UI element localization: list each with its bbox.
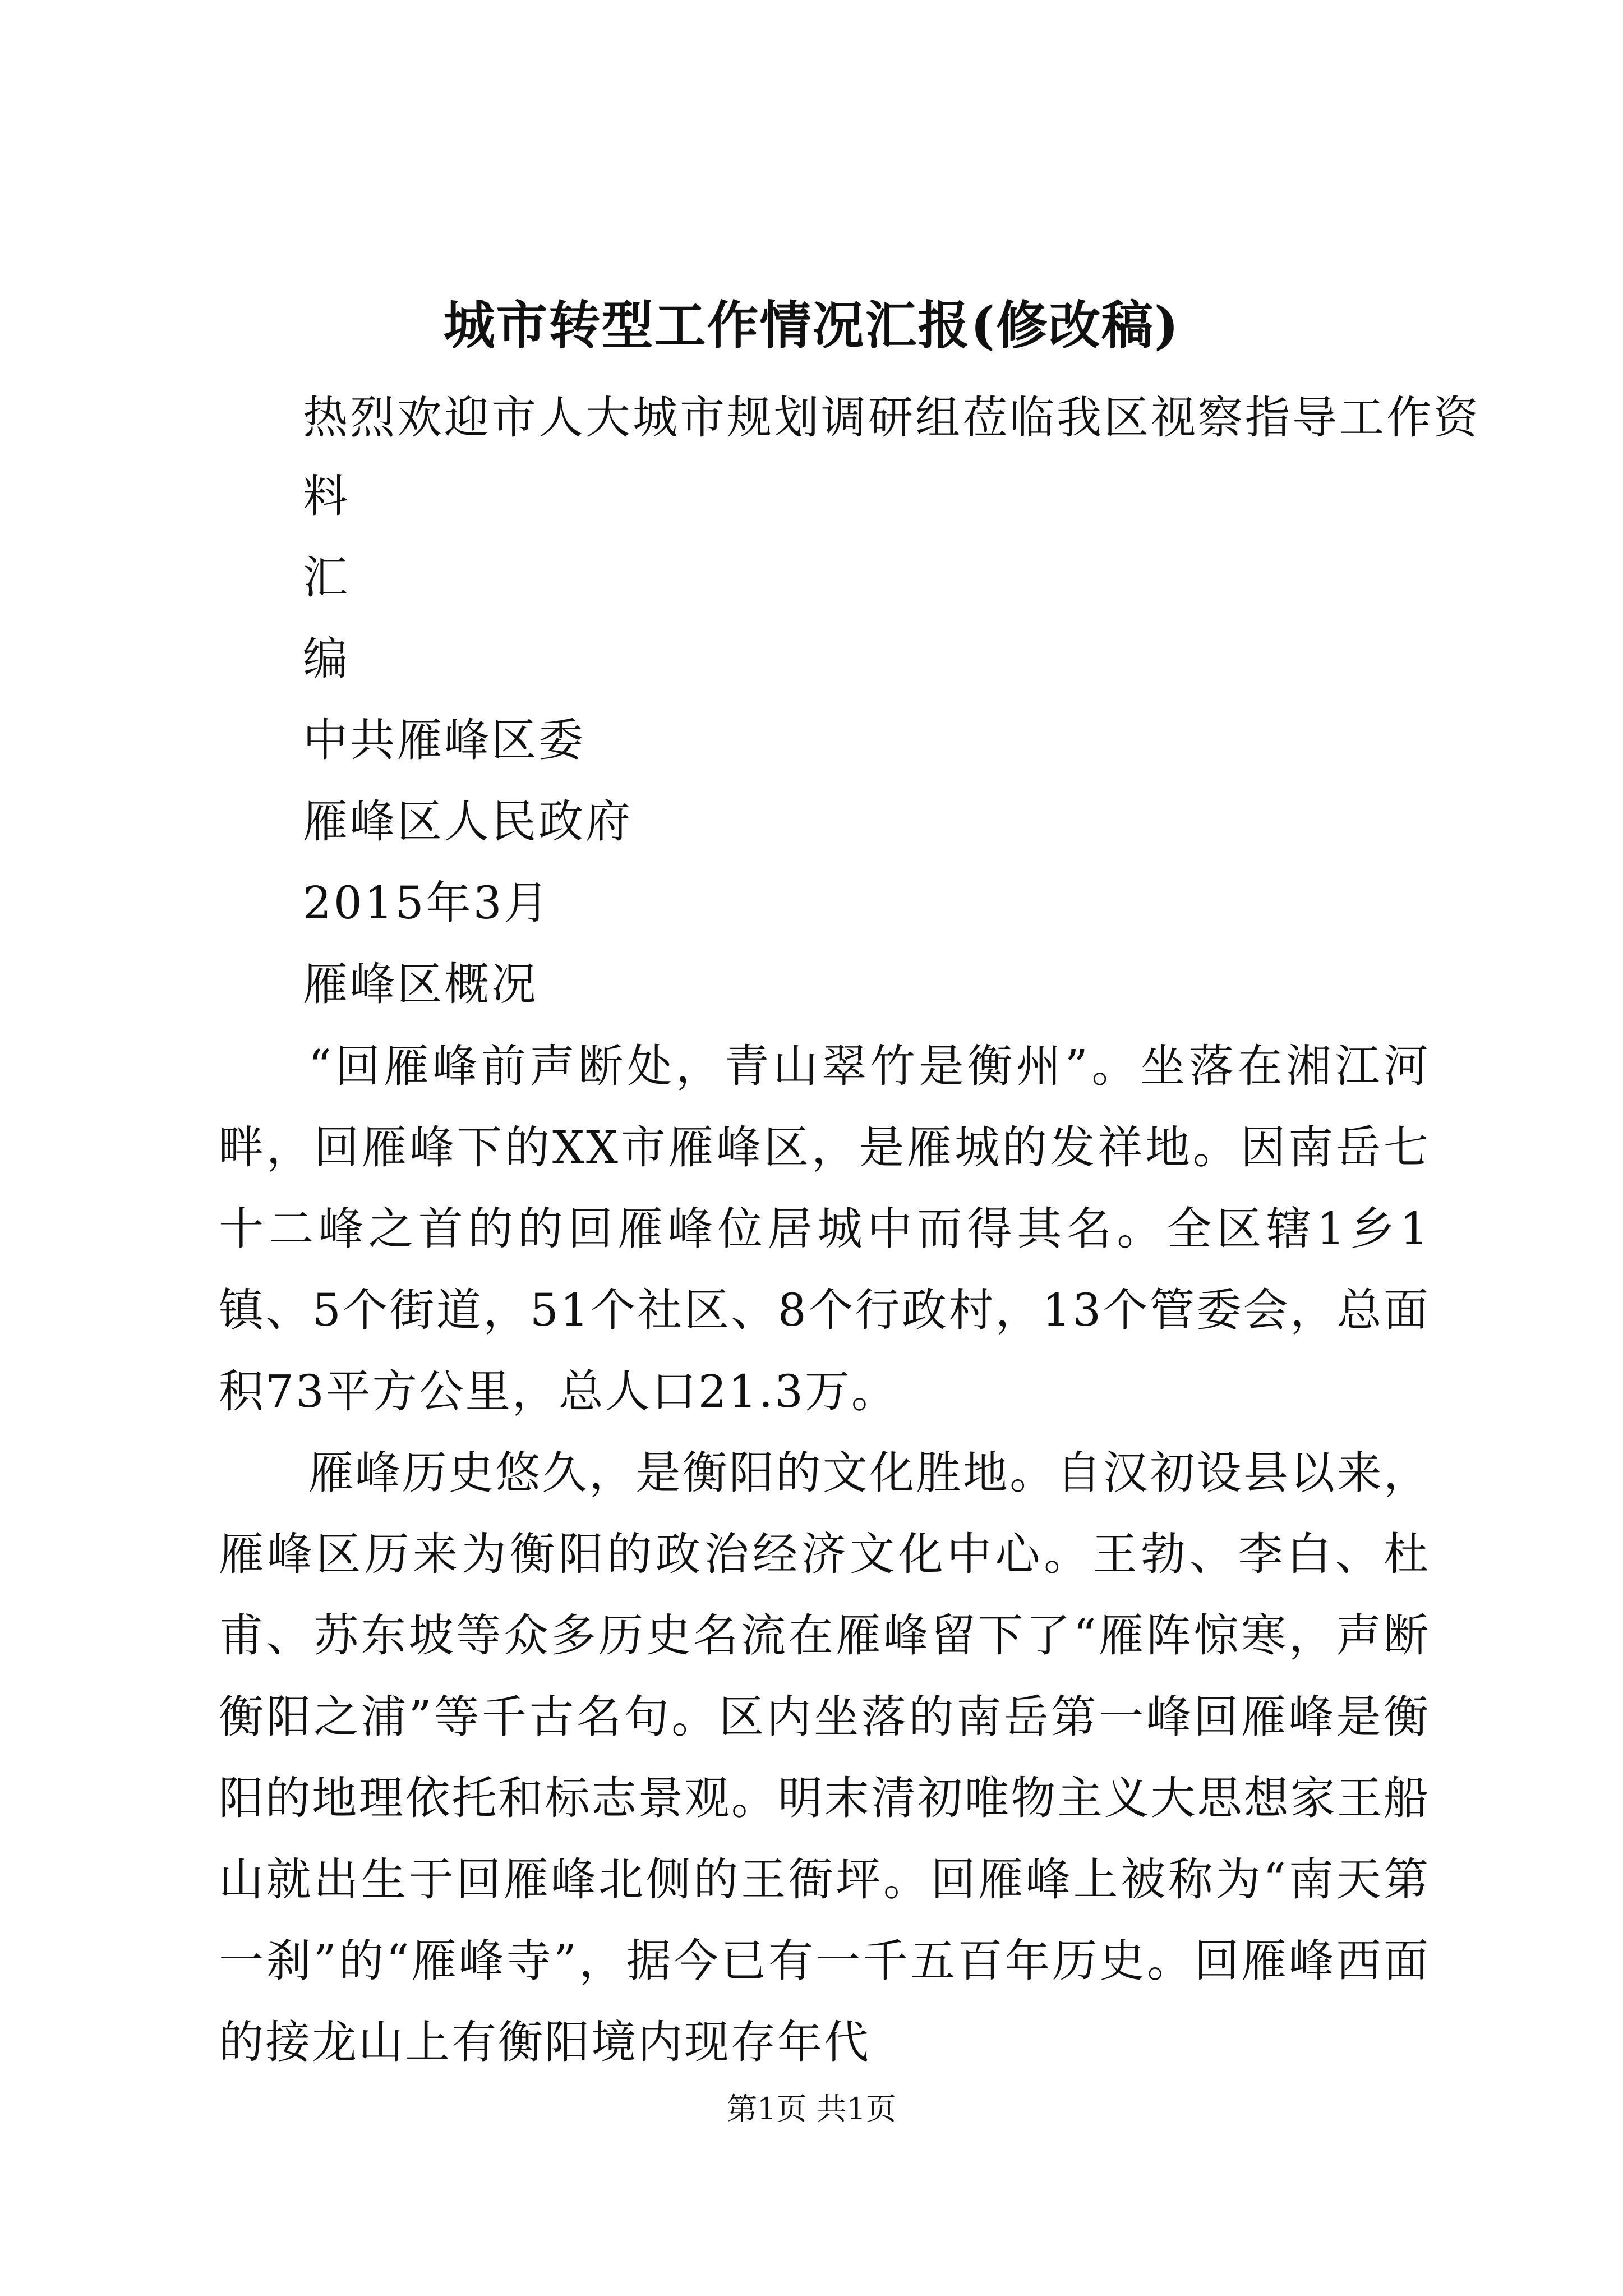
cover-line-bian: 编 <box>303 633 350 685</box>
cover-line-liao: 料 <box>303 470 350 522</box>
cover-line-government: 雁峰区人民政府 <box>303 795 633 848</box>
cover-line-party-committee: 中共雁峰区委 <box>303 714 585 766</box>
cover-line-date: 2015年3月 <box>303 877 551 929</box>
paragraph-overview: “回雁峰前声断处，青山翠竹是衡州”。坐落在湘江河畔，回雁峰下的XX市雁峰区，是雁城的发祥地。因南岳七十二峰之首的的回雁峰位居城中而得其名。全区辖1乡1镇、5个街道，51个社区、8个行政村，13个管委会，总面积73平方公里，总人口21.3万。 <box>219 1040 1430 1418</box>
paragraph-history: 雁峰历史悠久，是衡阳的文化胜地。自汉初设县以来，雁峰区历来为衡阳的政治经济文化中心。王勃、李白、杜甫、苏东坡等众多历史名流在雁峰留下了“雁阵惊寒，声断衡阳之浦”等千古名句。区内坐落的南岳第一峰回雁峰是衡阳的地理依托和标志景观。明末清初唯物主义大思想家王船山就出生于回雁峰北侧的王衙坪。回雁峰上被称为“南天第一刹”的“雁峰寺”，据今已有一千五百年历史。回雁峰西面的接龙山上有衡阳境内现存年代 <box>219 1447 1430 2068</box>
section-heading-overview: 雁峰区概况 <box>303 958 538 1010</box>
page-footer: 第1页 共1页 <box>727 2091 896 2127</box>
cover-line-hui: 汇 <box>303 551 350 604</box>
body-text <box>219 1025 1430 2083</box>
cover-line-welcome: 热烈欢迎市人大城市规划调研组莅临我区视察指导工作资 <box>303 392 1481 444</box>
document-title: 城市转型工作情况汇报(修改稿) <box>443 295 1180 356</box>
